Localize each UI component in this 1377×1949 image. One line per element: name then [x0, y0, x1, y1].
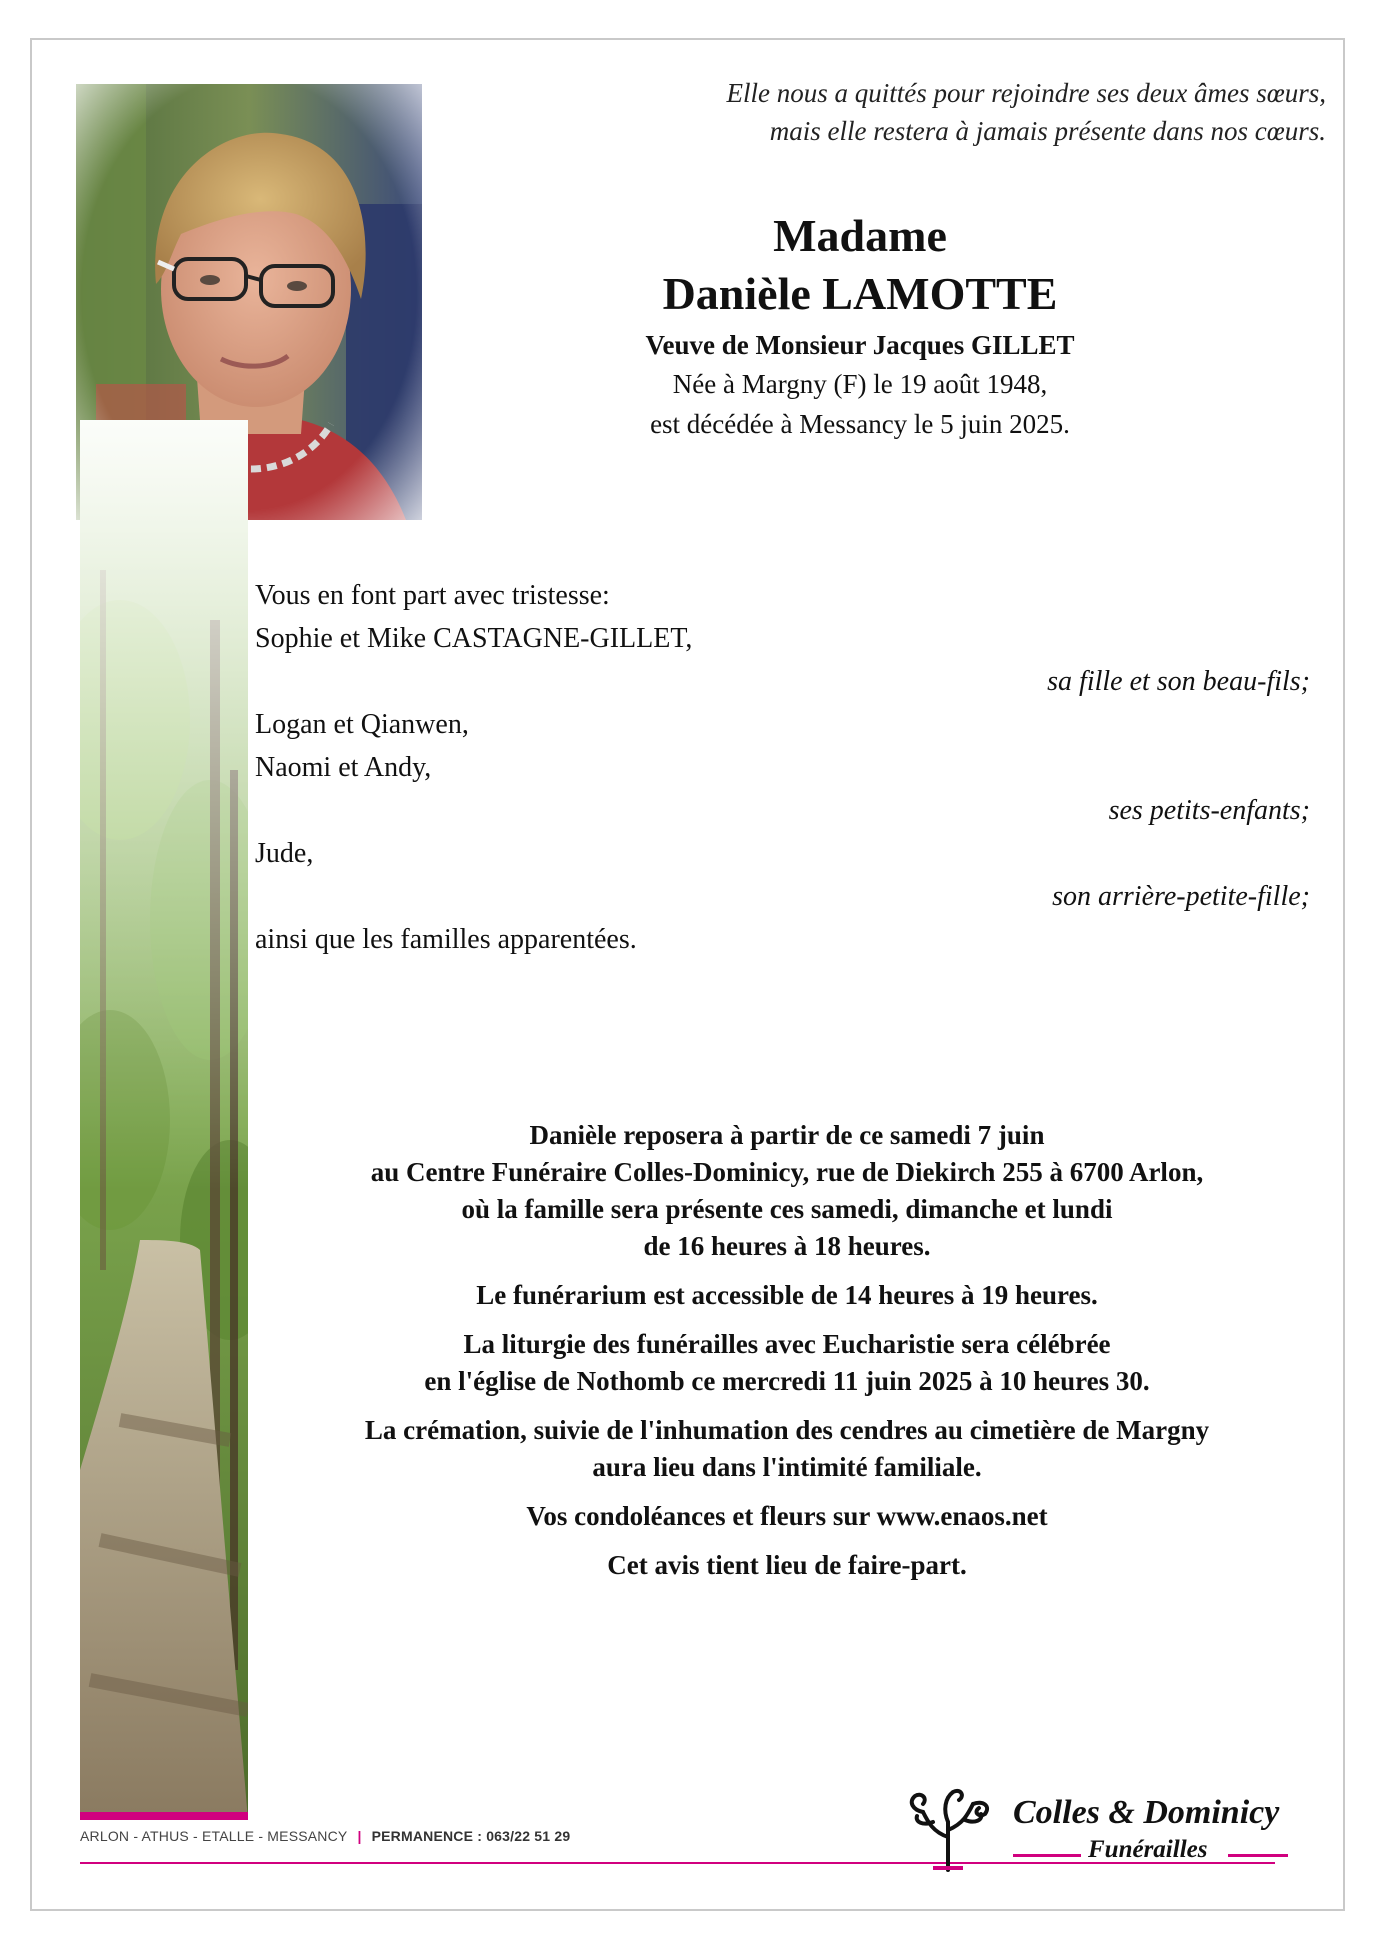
- widow-of: Veuve de Monsieur Jacques GILLET: [645, 330, 1075, 360]
- ceremony-info: [262, 1117, 1312, 1596]
- epitaph-quote: [500, 74, 1326, 150]
- accent-bar: [80, 1812, 248, 1820]
- family-relation: sa fille et son beau-fils;: [1047, 666, 1310, 697]
- family-relation: ses petits-enfants;: [1108, 795, 1310, 826]
- death-info: est décédée à Messancy le 5 juin 2025.: [650, 409, 1070, 439]
- info-line: Le funérarium est accessible de 14 heures à 19 heures.: [476, 1280, 1098, 1310]
- family-line: Naomi et Andy,: [255, 752, 432, 783]
- notice-paragraph: [262, 1547, 1312, 1584]
- company-logo: [893, 1782, 1293, 1872]
- visitation-paragraph: [262, 1117, 1312, 1265]
- info-line: Vos condoléances et fleurs sur www.enaos.net: [526, 1501, 1048, 1531]
- footer-permanence: PERMANENCE : 063/22 51 29: [371, 1828, 571, 1844]
- quote-line-1: Elle nous a quittés pour rejoindre ses deux âmes sœurs,: [726, 78, 1326, 108]
- info-line: Danièle reposera à partir de ce samedi 7 juin: [529, 1120, 1045, 1150]
- logo-rule-right: [1228, 1854, 1288, 1857]
- family-closing: ainsi que les familles apparentées.: [255, 924, 637, 955]
- cremation-paragraph: [262, 1412, 1312, 1486]
- info-line: au Centre Funéraire Colles-Dominicy, rue de Diekirch 255 à 6700 Arlon,: [370, 1157, 1204, 1187]
- family-relation: son arrière-petite-fille;: [1052, 881, 1310, 912]
- info-line: aura lieu dans l'intimité familiale.: [592, 1452, 982, 1482]
- salutation: Madame: [773, 210, 947, 261]
- footer-contact: [80, 1828, 570, 1844]
- funerarium-hours: [262, 1277, 1312, 1314]
- forest-path-image: [80, 420, 248, 1820]
- info-line: La crémation, suivie de l'inhumation des cendres au cimetière de Margny: [364, 1415, 1210, 1445]
- info-line: Cet avis tient lieu de faire-part.: [607, 1550, 967, 1580]
- tree-logo-icon: [893, 1782, 1003, 1872]
- company-name: Colles & Dominicy: [1013, 1794, 1280, 1831]
- deceased-name: Danièle LAMOTTE: [662, 268, 1058, 319]
- liturgy-paragraph: [262, 1326, 1312, 1400]
- logo-rule-left: [1013, 1854, 1081, 1857]
- footer-locations: ARLON - ATHUS - ETALLE - MESSANCY: [80, 1828, 348, 1844]
- quote-line-2: mais elle restera à jamais présente dans nos cœurs.: [769, 116, 1326, 146]
- family-intro: Vous en font part avec tristesse:: [255, 580, 610, 611]
- info-line: de 16 heures à 18 heures.: [643, 1231, 931, 1261]
- deceased-header: [460, 208, 1260, 444]
- company-subtitle: Funérailles: [1088, 1836, 1208, 1863]
- footer-separator: |: [357, 1828, 362, 1844]
- family-line: Sophie et Mike CASTAGNE-GILLET,: [255, 623, 693, 654]
- info-line: en l'église de Nothomb ce mercredi 11 juin 2025 à 10 heures 30.: [424, 1366, 1150, 1396]
- info-line: où la famille sera présente ces samedi, dimanche et lundi: [461, 1194, 1113, 1224]
- family-line: Logan et Qianwen,: [255, 709, 469, 740]
- family-line: Jude,: [255, 838, 314, 869]
- condolences-paragraph: [262, 1498, 1312, 1535]
- birth-info: Née à Margny (F) le 19 août 1948,: [672, 369, 1048, 399]
- family-list: [255, 574, 1310, 961]
- info-line: La liturgie des funérailles avec Eucharistie sera célébrée: [463, 1329, 1111, 1359]
